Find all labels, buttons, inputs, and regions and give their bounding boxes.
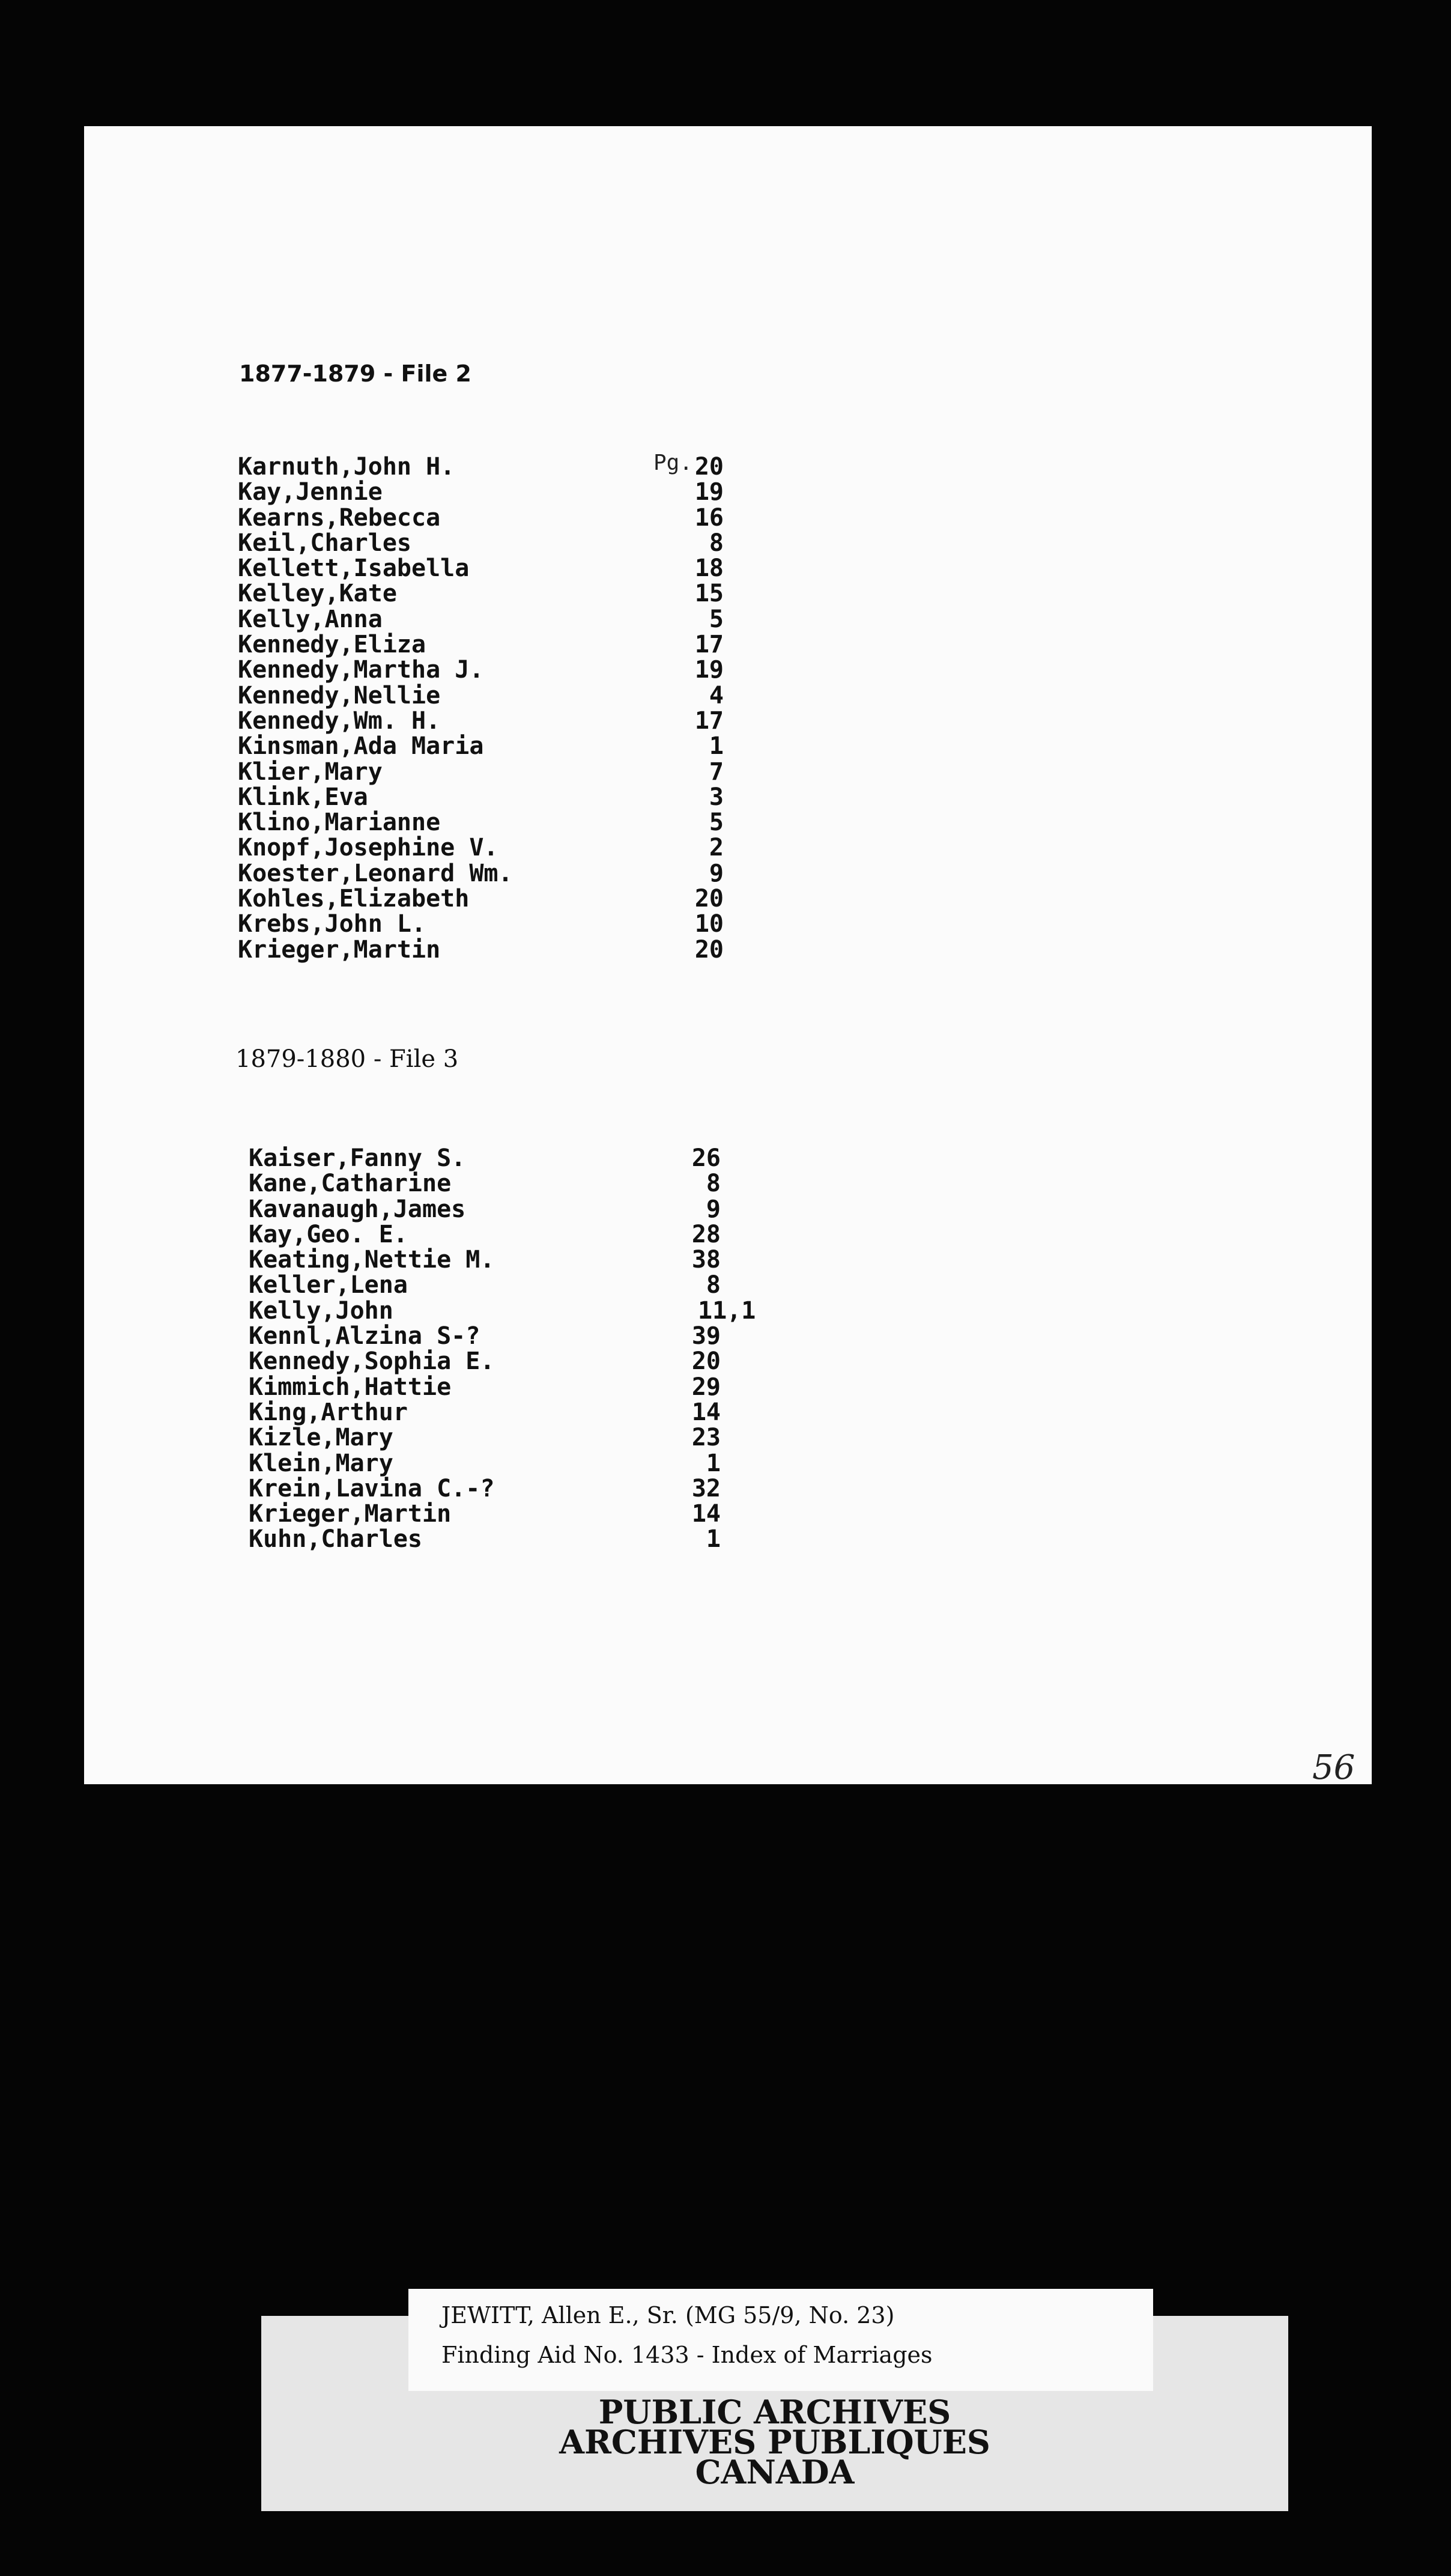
- document-page: [84, 126, 1372, 1787]
- entry-page: 15: [694, 580, 724, 608]
- entry-page: 19: [694, 656, 724, 684]
- list-item: [238, 861, 959, 886]
- entry-name: Kay,Jennie: [238, 478, 383, 506]
- list-item: [238, 479, 959, 505]
- entry-page: 17: [694, 631, 724, 659]
- entry-page: 8: [709, 529, 724, 557]
- list-item: [238, 708, 959, 734]
- entry-page: 20: [691, 1347, 721, 1376]
- label-fonds-line: JEWITT, Allen E., Sr. (MG 55/9, No. 23): [441, 2302, 895, 2328]
- file2-index-list: [238, 454, 959, 962]
- list-item: [238, 683, 959, 708]
- entry-name: Kelley,Kate: [238, 580, 397, 608]
- list-item: [238, 632, 959, 657]
- entry-page: 5: [709, 809, 724, 837]
- list-item: [238, 734, 959, 759]
- entry-page: 20: [694, 453, 724, 481]
- entry-page: 29: [691, 1373, 721, 1401]
- finding-aid-label: [408, 2289, 1153, 2391]
- entry-name: Klino,Marianne: [238, 809, 441, 837]
- list-item: [249, 1476, 969, 1501]
- entry-page: 32: [691, 1474, 721, 1502]
- list-item: [238, 911, 959, 937]
- entry-name: Karnuth,John H.: [238, 453, 455, 481]
- list-item: [249, 1425, 969, 1450]
- entry-name: Kellett,Isabella: [238, 554, 470, 583]
- entry-page: 7: [709, 758, 724, 786]
- entry-page: 14: [691, 1500, 721, 1528]
- entry-page: 14: [691, 1398, 721, 1426]
- list-item: [249, 1272, 969, 1298]
- entry-page: 11,1: [698, 1296, 756, 1325]
- entry-name: Kuhn,Charles: [249, 1525, 422, 1554]
- stamp-line-3: CANADA: [695, 2453, 855, 2491]
- entry-page: 20: [694, 935, 724, 964]
- entry-page: 28: [691, 1220, 721, 1248]
- entry-name: Kimmich,Hattie: [249, 1373, 452, 1401]
- archives-stamp: [261, 2393, 1288, 2491]
- entry-page: 16: [694, 503, 724, 532]
- entry-name: Krieger,Martin: [249, 1500, 452, 1528]
- entry-page: 18: [694, 554, 724, 583]
- entry-name: Kennedy,Wm. H.: [238, 706, 441, 735]
- entry-page: 9: [706, 1195, 721, 1223]
- entry-name: Krebs,John L.: [238, 910, 426, 938]
- list-item: [249, 1451, 969, 1476]
- entry-name: Kennedy,Nellie: [238, 681, 441, 709]
- list-item: [238, 454, 959, 479]
- list-item: [238, 785, 959, 810]
- entry-name: Kennedy,Sophia E.: [249, 1347, 495, 1376]
- entry-name: Kizle,Mary: [249, 1424, 393, 1452]
- list-item: [238, 657, 959, 682]
- page-column-label: Pg.: [653, 451, 693, 475]
- entry-name: Koester,Leonard Wm.: [238, 859, 513, 887]
- entry-page: 39: [691, 1322, 721, 1350]
- entry-name: Kearns,Rebecca: [238, 503, 441, 532]
- list-item: [249, 1375, 969, 1400]
- entry-name: Knopf,Josephine V.: [238, 834, 498, 862]
- handwritten-page-number: 56: [1312, 1748, 1356, 1787]
- stamp-line-2: ARCHIVES PUBLIQUES: [559, 2423, 990, 2461]
- stamp-line-1: PUBLIC ARCHIVES: [598, 2393, 951, 2431]
- entry-page: 17: [694, 706, 724, 735]
- list-item: [249, 1146, 969, 1171]
- list-item: [249, 1298, 969, 1323]
- entry-name: Kay,Geo. E.: [249, 1220, 408, 1248]
- list-item: [238, 759, 959, 785]
- file2-heading: 1877-1879 - File 2: [239, 360, 471, 387]
- list-item: [238, 886, 959, 911]
- file3-index-list: [249, 1146, 969, 1552]
- entry-name: Kennedy,Martha J.: [238, 656, 484, 684]
- entry-name: Krieger,Martin: [238, 935, 441, 964]
- entry-page: 1: [706, 1449, 721, 1477]
- entry-page: 10: [694, 910, 724, 938]
- entry-page: 1: [706, 1525, 721, 1554]
- entry-name: Kennedy,Eliza: [238, 631, 426, 659]
- entry-page: 23: [691, 1424, 721, 1452]
- entry-page: 8: [706, 1170, 721, 1198]
- list-item: [238, 835, 959, 860]
- entry-name: King,Arthur: [249, 1398, 408, 1426]
- list-item: [238, 556, 959, 581]
- label-finding-aid-line: Finding Aid No. 1433 - Index of Marriages: [441, 2342, 933, 2368]
- entry-name: Klein,Mary: [249, 1449, 393, 1477]
- entry-name: Kane,Catharine: [249, 1170, 452, 1198]
- entry-page: 2: [709, 834, 724, 862]
- list-item: [249, 1222, 969, 1247]
- entry-name: Kavanaugh,James: [249, 1195, 466, 1223]
- entry-name: Keil,Charles: [238, 529, 411, 557]
- list-item: [238, 505, 959, 530]
- entry-name: Klier,Mary: [238, 758, 383, 786]
- list-item: [249, 1323, 969, 1349]
- entry-name: Kelly,John: [249, 1296, 393, 1325]
- entry-page: 19: [694, 478, 724, 506]
- entry-page: 38: [691, 1246, 721, 1274]
- entry-page: 5: [709, 605, 724, 633]
- list-item: [249, 1349, 969, 1374]
- entry-name: Kennl,Alzina S-?: [249, 1322, 480, 1350]
- entry-name: Keller,Lena: [249, 1271, 408, 1299]
- entry-page: 8: [706, 1271, 721, 1299]
- entry-page: 9: [709, 859, 724, 887]
- list-item: [249, 1501, 969, 1526]
- entry-page: 1: [709, 732, 724, 761]
- entry-name: Kohles,Elizabeth: [238, 885, 470, 913]
- entry-name: Klink,Eva: [238, 783, 368, 811]
- list-item: [238, 810, 959, 835]
- entry-name: Krein,Lavina C.-?: [249, 1474, 495, 1502]
- list-item: [249, 1171, 969, 1196]
- list-item: [249, 1197, 969, 1222]
- file3-heading: 1879-1880 - File 3: [235, 1045, 459, 1073]
- list-item: [249, 1247, 969, 1272]
- entry-page: 26: [691, 1144, 721, 1172]
- entry-name: Kaiser,Fanny S.: [249, 1144, 466, 1172]
- entry-name: Kelly,Anna: [238, 605, 383, 633]
- entry-page: 20: [694, 885, 724, 913]
- list-item: [249, 1400, 969, 1425]
- list-item: [249, 1526, 969, 1552]
- entry-page: 4: [709, 681, 724, 709]
- entry-name: Kinsman,Ada Maria: [238, 732, 484, 761]
- entry-name: Keating,Nettie M.: [249, 1246, 495, 1274]
- list-item: [238, 607, 959, 632]
- list-item: [238, 530, 959, 556]
- list-item: [238, 581, 959, 606]
- list-item: [238, 937, 959, 962]
- entry-page: 3: [709, 783, 724, 811]
